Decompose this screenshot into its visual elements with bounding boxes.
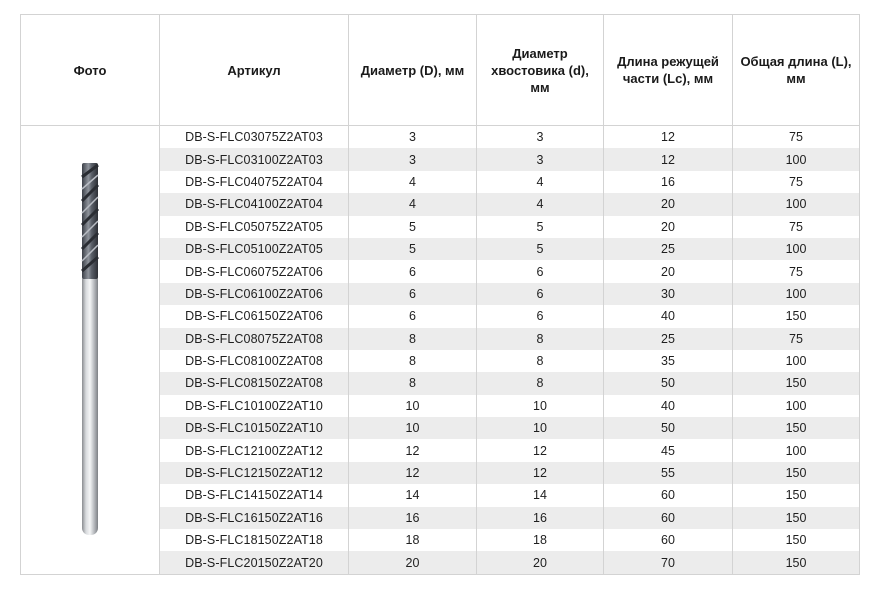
cell-cutting-length: 20 [604,193,733,215]
cell-diameter: 10 [349,417,477,439]
cell-diameter: 5 [349,216,477,238]
cell-diameter: 8 [349,328,477,350]
cell-total-length: 100 [733,350,860,372]
cell-article: DB-S-FLC12100Z2AT12 [160,439,349,461]
cell-cutting-length: 12 [604,148,733,170]
cell-cutting-length: 40 [604,305,733,327]
cell-article: DB-S-FLC03100Z2AT03 [160,148,349,170]
header-shank-diameter: Диаметр хвостовика (d), мм [477,15,604,126]
cell-shank-diameter: 10 [477,417,604,439]
cell-diameter: 8 [349,372,477,394]
cell-article: DB-S-FLC16150Z2AT16 [160,507,349,529]
cell-diameter: 12 [349,439,477,461]
cell-shank-diameter: 16 [477,507,604,529]
cell-shank-diameter: 5 [477,216,604,238]
cell-cutting-length: 40 [604,395,733,417]
header-article: Артикул [160,15,349,126]
cell-cutting-length: 35 [604,350,733,372]
cell-shank-diameter: 3 [477,148,604,170]
product-table-wrapper [20,14,860,575]
cell-article: DB-S-FLC12150Z2AT12 [160,462,349,484]
cell-cutting-length: 60 [604,507,733,529]
cell-shank-diameter: 4 [477,171,604,193]
cell-cutting-length: 20 [604,216,733,238]
cell-total-length: 100 [733,193,860,215]
cell-diameter: 4 [349,193,477,215]
cell-shank-diameter: 4 [477,193,604,215]
cell-total-length: 150 [733,529,860,551]
cell-cutting-length: 60 [604,484,733,506]
table-row [21,126,860,149]
cell-cutting-length: 50 [604,372,733,394]
cell-article: DB-S-FLC04075Z2AT04 [160,171,349,193]
cell-cutting-length: 12 [604,126,733,149]
header-total-length: Общая длина (L), мм [733,15,860,126]
cell-shank-diameter: 18 [477,529,604,551]
cell-total-length: 100 [733,238,860,260]
cell-diameter: 16 [349,507,477,529]
cell-total-length: 150 [733,484,860,506]
cell-total-length: 150 [733,507,860,529]
cell-diameter: 6 [349,283,477,305]
cell-article: DB-S-FLC05075Z2AT05 [160,216,349,238]
cell-shank-diameter: 14 [477,484,604,506]
cell-article: DB-S-FLC05100Z2AT05 [160,238,349,260]
cell-shank-diameter: 8 [477,328,604,350]
cell-shank-diameter: 5 [477,238,604,260]
cell-diameter: 6 [349,260,477,282]
cell-article: DB-S-FLC20150Z2AT20 [160,551,349,574]
cell-diameter: 3 [349,126,477,149]
cell-diameter: 4 [349,171,477,193]
cell-article: DB-S-FLC03075Z2AT03 [160,126,349,149]
cell-article: DB-S-FLC18150Z2AT18 [160,529,349,551]
cell-cutting-length: 70 [604,551,733,574]
cell-shank-diameter: 10 [477,395,604,417]
cell-cutting-length: 50 [604,417,733,439]
cell-article: DB-S-FLC06150Z2AT06 [160,305,349,327]
cell-total-length: 100 [733,283,860,305]
cell-diameter: 5 [349,238,477,260]
cell-cutting-length: 45 [604,439,733,461]
cell-article: DB-S-FLC04100Z2AT04 [160,193,349,215]
cell-total-length: 75 [733,126,860,149]
header-cutting-length: Длина режущей части (Lc), мм [604,15,733,126]
cell-shank-diameter: 6 [477,283,604,305]
header-row [21,15,860,126]
cell-cutting-length: 60 [604,529,733,551]
cell-shank-diameter: 12 [477,439,604,461]
cell-shank-diameter: 8 [477,350,604,372]
cell-shank-diameter: 6 [477,260,604,282]
cell-cutting-length: 16 [604,171,733,193]
cell-total-length: 100 [733,148,860,170]
cell-article: DB-S-FLC10150Z2AT10 [160,417,349,439]
cell-total-length: 150 [733,372,860,394]
cell-total-length: 150 [733,417,860,439]
end-mill-photo [70,155,110,545]
cell-diameter: 10 [349,395,477,417]
cell-total-length: 100 [733,395,860,417]
cell-article: DB-S-FLC08100Z2AT08 [160,350,349,372]
cell-article: DB-S-FLC08150Z2AT08 [160,372,349,394]
cell-shank-diameter: 8 [477,372,604,394]
photo-cell [21,126,160,575]
cell-diameter: 3 [349,148,477,170]
cell-total-length: 150 [733,462,860,484]
cell-total-length: 150 [733,305,860,327]
product-table [20,14,860,575]
cell-article: DB-S-FLC14150Z2AT14 [160,484,349,506]
cell-article: DB-S-FLC10100Z2AT10 [160,395,349,417]
cell-diameter: 12 [349,462,477,484]
cell-diameter: 20 [349,551,477,574]
cell-total-length: 75 [733,328,860,350]
cell-shank-diameter: 12 [477,462,604,484]
cell-cutting-length: 20 [604,260,733,282]
cell-total-length: 75 [733,216,860,238]
cell-cutting-length: 30 [604,283,733,305]
table-body [21,126,860,575]
cell-shank-diameter: 3 [477,126,604,149]
cell-cutting-length: 25 [604,238,733,260]
header-photo: Фото [21,15,160,126]
cell-diameter: 14 [349,484,477,506]
cell-shank-diameter: 20 [477,551,604,574]
cell-diameter: 8 [349,350,477,372]
cell-diameter: 18 [349,529,477,551]
cell-cutting-length: 55 [604,462,733,484]
cell-shank-diameter: 6 [477,305,604,327]
cell-total-length: 150 [733,551,860,574]
cell-article: DB-S-FLC08075Z2AT08 [160,328,349,350]
cell-cutting-length: 25 [604,328,733,350]
header-diameter: Диаметр (D), мм [349,15,477,126]
cell-diameter: 6 [349,305,477,327]
cell-total-length: 75 [733,171,860,193]
cell-total-length: 100 [733,439,860,461]
cell-article: DB-S-FLC06075Z2AT06 [160,260,349,282]
cell-article: DB-S-FLC06100Z2AT06 [160,283,349,305]
cell-total-length: 75 [733,260,860,282]
